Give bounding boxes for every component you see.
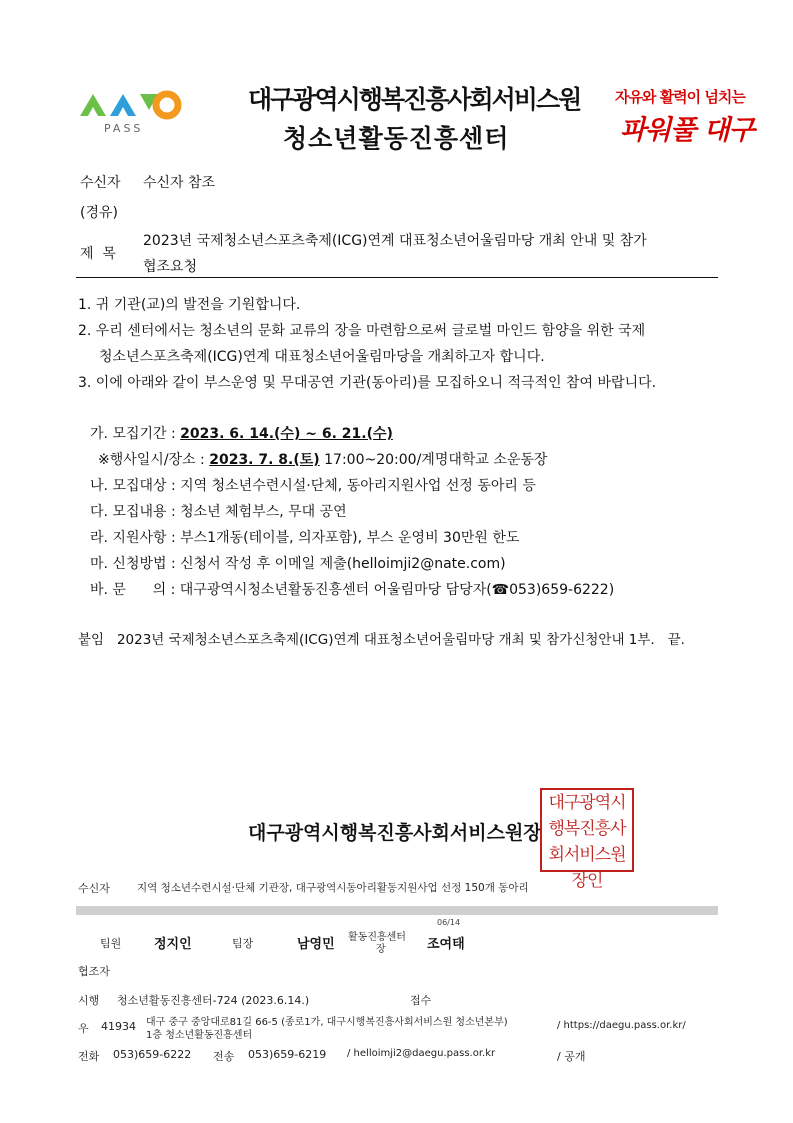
pass-logo <box>78 88 183 122</box>
slogan-line2: 파워풀 대구 <box>620 115 754 146</box>
fax-value: 053)659-6219 <box>248 1048 327 1061</box>
phone-value: 053)659-6222 <box>113 1048 192 1061</box>
subject-line1: 2023년 국제청소년스포츠축제(ICG)연계 대표청소년어울림마당 개최 안내 및 참가 <box>143 233 647 249</box>
paragraph-2-line2: 청소년스포츠축제(ICG)연계 대표청소년어울림마당을 개최하고자 합니다. <box>99 349 545 365</box>
paragraph-1: 1. 귀 기관(교)의 발전을 기원합니다. <box>78 297 301 313</box>
enforce-value: 청소년활동진흥센터-724 (2023.6.14.) <box>117 994 310 1007</box>
logo-text: PASS <box>104 122 144 135</box>
item-da: 다. 모집내용 : 청소년 체험부스, 무대 공연 <box>90 504 347 520</box>
paragraph-3: 3. 이에 아래와 같이 부스운영 및 무대공연 기관(동아리)를 모집하오니 적극적인 참여 바랍니다. <box>78 375 657 391</box>
pass-logo-icon <box>78 88 183 122</box>
item-note <box>98 449 547 469</box>
website-link[interactable]: / https://daegu.pass.or.kr/ <box>557 1020 686 1031</box>
subject-label: 제 목 <box>80 246 116 262</box>
recipient-label: 수신자 <box>80 175 121 191</box>
item-ra: 라. 지원사항 : 부스1개동(테이블, 의자포함), 부스 운영비 30만원 한도 <box>90 530 520 546</box>
email-link[interactable]: / helloimji2@daegu.pass.or.kr <box>347 1048 496 1059</box>
item-note-date: 2023. 7. 8.(토) <box>209 452 320 468</box>
item-ma: 마. 신청방법 : 신청서 작성 후 이메일 제출(helloimji2@nate.com) <box>90 556 506 572</box>
postal-code: 41934 <box>101 1020 136 1033</box>
via-label: (경유) <box>80 205 118 221</box>
role-center-head-suffix: 장 <box>376 944 386 955</box>
date-mark: 06/14 <box>437 918 461 927</box>
recipients-value: 지역 청소년수련시설·단체 기관장, 대구광역시동아리활동지원사업 선정 150개 동아리 <box>137 882 529 894</box>
name-team-lead: 남영민 <box>297 937 335 952</box>
item-na: 나. 모집대상 : 지역 청소년수련시설·단체, 동아리지원사업 선정 동아리 등 <box>90 478 536 494</box>
item-ga-value: 2023. 6. 14.(수) ~ 6. 21.(수) <box>180 426 393 442</box>
address-line1: 대구 중구 중앙대로81길 66-5 (종로1가, 대구시행복진흥사회서비스원 청소년본부) <box>146 1017 508 1028</box>
item-note-label: ※행사일시/장소 : <box>98 452 210 468</box>
slogan-line1: 자유와 활력이 넘치는 <box>615 88 745 106</box>
item-note-rest: 17:00~20:00/계명대학교 소운동장 <box>319 452 548 468</box>
name-center-head: 조여태 <box>427 937 465 952</box>
attachment-line: 붙임 2023년 국제청소년스포츠축제(ICG)연계 대표청소년어울림마당 개최 및 참가신청안내 1부. 끝. <box>78 632 685 648</box>
official-seal: 대구광역시행복진흥사회서비스원장인 <box>540 788 634 872</box>
receipt-label: 접수 <box>410 994 432 1007</box>
fax-label: 전송 <box>213 1050 235 1063</box>
sender-name: 대구광역시행복진흥사회서비스원장 <box>248 822 542 844</box>
subject-line2: 협조요청 <box>143 259 198 275</box>
item-ga-label: 가. 모집기간 : <box>90 426 181 442</box>
role-team-member: 팀원 <box>100 937 122 950</box>
item-ba: 바. 문 의 : 대구광역시청소년활동진흥센터 어울림마당 담당자(☎053)659-6222) <box>90 582 615 598</box>
role-team-lead: 팀장 <box>232 937 254 950</box>
recipient-value: 수신자 참조 <box>143 175 216 191</box>
item-ga <box>90 423 393 443</box>
disclosure-status: / 공개 <box>557 1050 586 1063</box>
footer-divider <box>76 906 718 915</box>
phone-label: 전화 <box>78 1050 100 1063</box>
cooperator-label: 협조자 <box>78 965 110 978</box>
center-name: 청소년활동진흥센터 <box>283 124 510 153</box>
enforce-label: 시행 <box>78 994 100 1007</box>
role-center-head: 활동진흥센터 <box>348 932 406 943</box>
paragraph-2-line1: 2. 우리 센터에서는 청소년의 문화 교류의 장을 마련함으로써 글로벌 마인드 함양을 위한 국제 <box>78 323 646 339</box>
header-divider <box>76 277 718 278</box>
postal-label: 우 <box>78 1022 89 1035</box>
recipients-label: 수신자 <box>78 882 110 895</box>
name-team-member: 정지인 <box>154 937 192 952</box>
address-line2: 1층 청소년활동진흥센터 <box>146 1030 253 1041</box>
org-name: 대구광역시행복진흥사회서비스원 <box>248 85 581 114</box>
